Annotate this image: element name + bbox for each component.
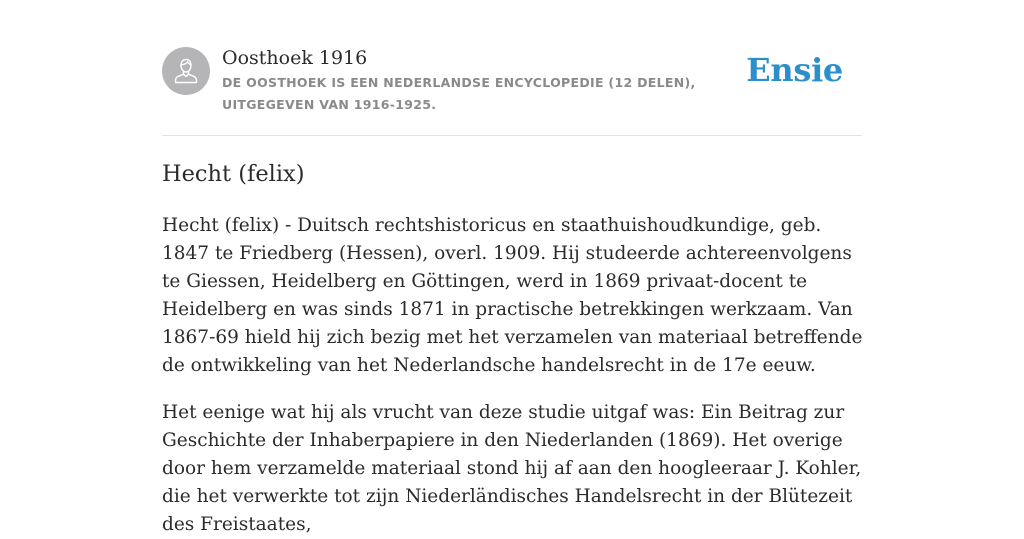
ensie-logo[interactable]: Ensie — [746, 51, 843, 89]
article-paragraph: Het eenige wat hij als vrucht van deze studie uitgaf was: Ein Beitrag zur Geschichte der Inhaberpapiere in den Niederlanden (1869). Het overige door hem verzamelde materiaal stond hij af aan den hoogleeraar J. Kohler, die het verwerkte tot zijn Niederländisches Handelsrecht in der Blütezeit des Freistaates, — [162, 402, 862, 535]
user-icon — [173, 57, 199, 85]
source-header — [162, 0, 862, 136]
avatar[interactable] — [162, 47, 210, 95]
page-title: Hecht (felix) — [162, 161, 305, 187]
source-description: DE OOSTHOEK IS EEN NEDERLANDSE ENCYCLOPEDIE (12 DELEN), UITGEGEVEN VAN 1916-1925. — [222, 75, 696, 112]
source-name[interactable]: Oosthoek 1916 — [222, 47, 368, 69]
article-paragraph: Hecht (felix) - Duitsch rechtshistoricus en staathuishoudkundige, geb. 1847 te Friedberg (Hessen), overl. 1909. Hij studeerde achtereenvolgens te Giessen, Heidelberg en Göttingen, werd in 1869 privaat-docent te Heidelberg en was sinds 1871 in practische betrekkingen werkzaam. Van 1867-69 hield hij zich bezig met het verzamelen van materiaal betreffende de ontwikkeling van het Nederlandsche handelsrecht in de 17e eeuw. — [162, 215, 863, 376]
page-container — [162, 0, 863, 535]
